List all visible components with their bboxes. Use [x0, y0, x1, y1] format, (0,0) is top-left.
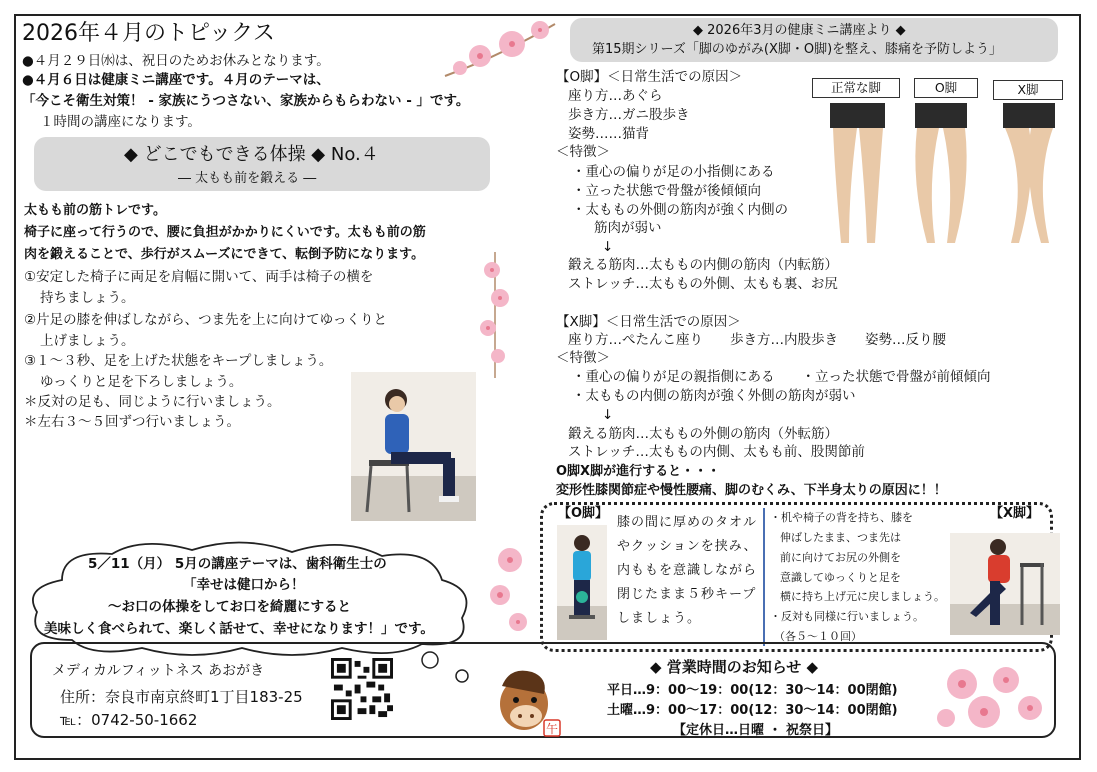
o-leg-line-7: ・太ももの外側の筋肉が強く内側の [572, 202, 788, 218]
o-leg-arrow: ↓ [602, 239, 614, 255]
o-leg-line-4: ＜特徴＞ [556, 144, 610, 160]
exercise-step-3b: ゆっくりと足を下ろしましょう。 [40, 374, 243, 390]
exercise-step-2: ②片足の膝を伸ばしながら、つま先を上に向けてゆっくりと [24, 312, 387, 328]
gym-address: 住所：奈良市南京終町1丁目183-25 [60, 688, 303, 706]
exercise-step-2b: 上げましょう。 [40, 333, 135, 349]
exercise-intro-3: 肉を鍛えることで、歩行がスムーズにできて、転倒予防になります。 [24, 247, 425, 262]
legs-illustration [815, 98, 1065, 250]
x-leg-line-4: ・太ももの内側の筋肉が強く外側の筋肉が弱い [572, 388, 856, 404]
zodiac-stamp: 午 [545, 722, 559, 736]
o-leg-heading: 【O脚】＜日常生活での原因＞ [556, 69, 743, 85]
exercise-step-1b: 持ちましょう。 [40, 290, 135, 306]
tips-x-text-1: ・机や椅子の背を持ち、膝を [770, 511, 913, 524]
tips-x-text-5: 横に持ち上げ元に戻しましょう。 [780, 590, 945, 603]
o-leg-line-6: ・立った状態で骨盤が後傾傾向 [572, 183, 761, 199]
tips-x-text-4: 意識してゆっくりと足を [780, 571, 901, 584]
warning-line-2: 変形性膝関節症や慢性腰痛、脚のむくみ、下半身太りの原因に！！ [556, 483, 947, 498]
warning-line-1: O脚X脚が進行すると・・・ [556, 464, 721, 479]
tips-o-text-2: やクッションを挟み、 [617, 539, 758, 554]
leg-label-x: X脚 [993, 80, 1063, 100]
hours-saturday: 土曜…9：00～17：00(12：30～14：00閉館) [607, 703, 898, 718]
gym-tel: ℡：0742-50-1662 [60, 711, 198, 729]
exercise-step-1: ①安定した椅子に両足を肩幅に開いて、両手は椅子の横を [24, 269, 374, 285]
header-line-3: 「今こそ衛生対策！ - 家族にうつさない、家族からもらわない - 」です。 [22, 93, 470, 109]
tips-o-text-1: 膝の間に厚めのタオル [617, 515, 758, 530]
hours-weekday: 平日…9：00～19：00(12：30～14：00閉館) [607, 683, 898, 698]
o-leg-line-5: ・重心の偏りが足の小指側にある [572, 164, 775, 180]
exercise-title: ◆ どこでもできる体操 ◆ No.４ [124, 144, 379, 165]
o-leg-line-3: 姿勢……猫背 [568, 126, 649, 142]
exercise-intro-1: 太もも前の筋トレです。 [24, 203, 166, 218]
x-leg-line-1: 座り方…ぺたんこ座り 歩き方…内股歩き 姿勢…反り腰 [568, 332, 946, 348]
cloud-line-1: 5／11（月） 5月の講座テーマは、歯科衛生士の [88, 556, 387, 572]
x-leg-line-7: ストレッチ…太ももの内側、太もも前、股関節前 [568, 444, 865, 460]
cloud-line-2: 「幸せは健口から！ [183, 577, 305, 593]
exercise-subtitle: ― 太もも前を鍛える ― [178, 171, 317, 186]
tips-o-text-4: 閉じたまま５秒キープ [617, 587, 757, 602]
x-leg-tip-photo [950, 533, 1060, 635]
o-leg-line-10: 鍛える筋肉…太ももの内側の筋肉（内転筋） [568, 257, 838, 273]
lecture-title: ◆ 2026年3月の健康ミニ講座より ◆ [693, 23, 906, 38]
cloud-line-3: ～お口の体操をしてお口を綺麗にすると [108, 599, 351, 615]
tips-x-text-7: （各５～１０回） [774, 630, 862, 643]
exercise-intro-2: 椅子に座って行うので、腰に負担がかかりにくいです。太もも前の筋 [24, 225, 426, 240]
o-leg-line-8: 筋肉が弱い [594, 220, 662, 236]
tips-x-text-3: 前に向けてお尻の外側を [780, 551, 901, 564]
o-leg-line-1: 座り方…あぐら [568, 88, 663, 104]
hours-holiday: 【定休日…日曜 ・ 祝祭日】 [673, 723, 839, 738]
cherry-blossom-branch-vertical [470, 250, 520, 380]
cloud-line-4: 美味しく食べられて、楽しく話せて、幸せになります！」です。 [44, 621, 434, 637]
x-leg-line-3: ・重心の偏りが足の親指側にある ・立った状態で骨盤が前傾傾向 [572, 369, 991, 385]
qr-code-icon[interactable] [331, 658, 393, 720]
horse-mascot-icon [492, 664, 564, 740]
exercise-photo [351, 372, 476, 521]
cherry-blossom-branch-top [440, 16, 560, 86]
x-leg-arrow: ↓ [602, 407, 614, 423]
tips-x-text-6: ・反対も同様に行いましょう。 [770, 610, 924, 623]
cherry-blossom-cluster-left [480, 540, 540, 640]
exercise-step-3: ③１～３秒、足を上げた状態をキープしましょう。 [24, 353, 333, 369]
header-line-2: ●４月６日は健康ミニ講座です。４月のテーマは、 [22, 72, 330, 88]
x-leg-line-2: ＜特徴＞ [556, 350, 610, 366]
tips-x-text-2: 伸ばしたまま、つま先は [780, 531, 901, 544]
exercise-note-1: ＊反対の足も、同じように行いましょう。 [24, 394, 281, 410]
header-line-4: １時間の講座になります。 [40, 114, 201, 130]
page-title: 2026年４月のトピックス [22, 21, 275, 46]
cherry-blossom-cluster-footer [932, 660, 1050, 738]
tips-o-text-5: しましょう。 [617, 611, 702, 626]
leg-label-normal: 正常な脚 [812, 78, 900, 98]
tips-x-label: 【X脚】 [990, 506, 1040, 521]
tips-divider [763, 508, 765, 646]
o-leg-line-2: 歩き方…ガニ股歩き [568, 107, 690, 123]
header-line-1: ●４月２９日㈬は、祝日のためお休みとなります。 [22, 53, 330, 69]
exercise-note-2: ＊左右３～５回ずつ行いましょう。 [24, 414, 240, 430]
x-leg-heading: 【X脚】＜日常生活での原因＞ [556, 314, 741, 330]
leg-label-o: O脚 [914, 78, 978, 98]
tips-o-text-3: 内ももを意識しながら [617, 563, 758, 578]
lecture-subtitle: 第15期シリーズ「脚のゆがみ(X脚・O脚)を整え、膝痛を予防しよう」 [592, 42, 1002, 57]
x-leg-line-6: 鍛える筋肉…太ももの外側の筋肉（外転筋） [568, 426, 838, 442]
tips-o-label: 【O脚】 [558, 506, 609, 521]
o-leg-tip-photo [557, 525, 607, 640]
hours-title: ◆ 営業時間のお知らせ ◆ [650, 658, 819, 676]
o-leg-line-11: ストレッチ…太ももの外側、太もも裏、お尻 [568, 276, 838, 292]
gym-name: メディカルフィットネス あおがき [52, 663, 265, 679]
